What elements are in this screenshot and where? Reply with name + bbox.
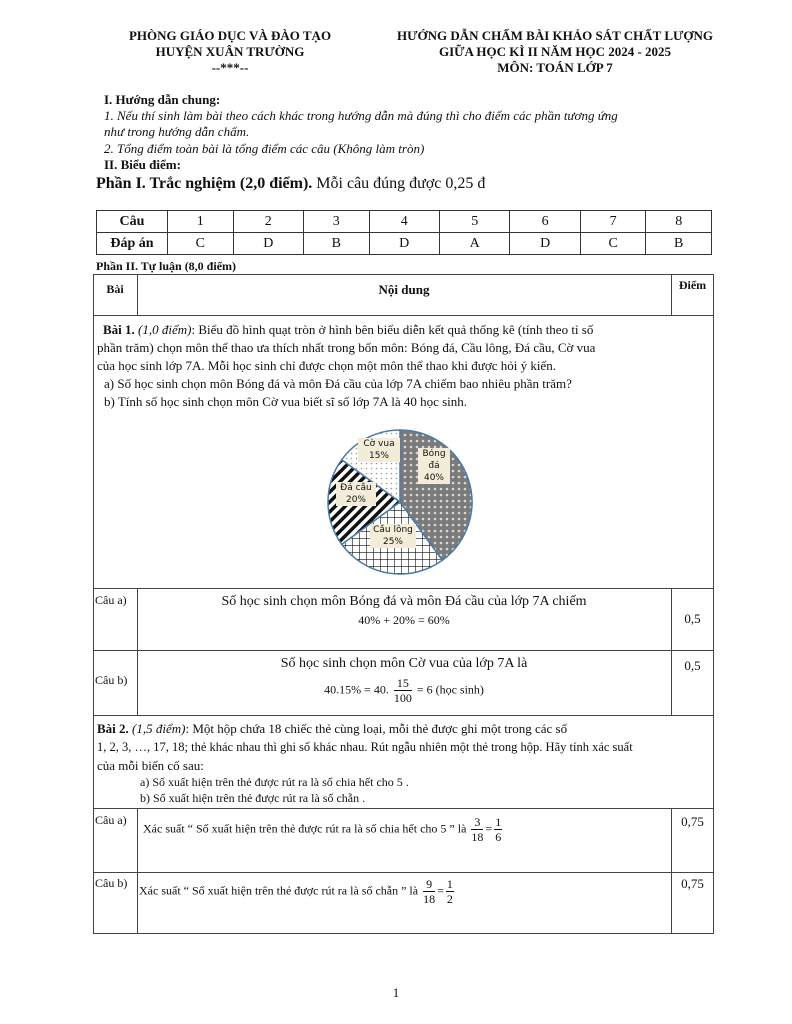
part1-note: Mỗi câu đúng được 0,25 đ	[312, 175, 486, 192]
bai1-b-formula-left: 40.15% = 40.	[324, 682, 389, 697]
bai2-b-answer: Xác suất “ Số xuất hiện trên thẻ được rút ra là số chẵn ” là $\frac{9}{18}$ = $\frac{1}{2}$	[139, 877, 453, 906]
bai2-b-label: Câu b)	[95, 876, 128, 890]
bai1-b-num: 15	[394, 676, 412, 691]
bai2-b-d2: 2	[446, 892, 453, 906]
question-row-label: Câu	[97, 211, 168, 233]
bai1-b-formula	[137, 676, 671, 705]
label-co-vua-text: Cờ vua 15%	[363, 439, 395, 461]
general-item2: 2. Tổng điểm toàn bài là tổng điểm các câu (Không làm tròn)	[104, 141, 425, 156]
bai2-a-text: Xác suất “ Số xuất hiện trên thẻ được rút ra là số chia hết cho 5 ” là	[143, 821, 467, 836]
doc-term: GIỮA HỌC KÌ II NĂM HỌC 2024 - 2025	[438, 44, 672, 59]
bai2-question-a: a) Số xuất hiện trên thẻ được rút ra là số chia hết cho 5 .	[140, 775, 409, 789]
bai2-points: (1,5 điểm)	[132, 721, 186, 736]
doc-title: HƯỚNG DẪN CHẤM BÀI KHẢO SÁT CHẤT LƯỢNG	[397, 28, 713, 43]
question-cell: 4	[369, 211, 439, 233]
label-cau-long-text: Cầu lông 25%	[373, 525, 413, 547]
bai1-line2: phần trăm) chọn môn thể thao ưa thích nhất trong bốn môn: Bóng đá, Cầu lông, Đá cầu, Cờ vua	[97, 340, 596, 355]
bai1-b-label: Câu b)	[95, 673, 128, 687]
bai1-question-b: b) Tính số học sinh chọn môn Cờ vua biết sĩ số lớp 7A là 40 học sinh.	[104, 394, 468, 409]
question-cell: 1	[168, 211, 234, 233]
bai2-label: Bài 2.	[97, 721, 129, 736]
label-da-cau-text: Đá cầu 20%	[340, 483, 372, 505]
question-cell: 6	[510, 211, 580, 233]
bai2-intro	[97, 720, 711, 737]
bai1-label: Bài 1.	[103, 322, 135, 337]
bai2-a-n1: 3	[471, 815, 483, 830]
bai1-points: (1,0 điểm)	[138, 322, 192, 337]
answer-row-label: Đáp án	[97, 233, 168, 255]
part2-title: Phần II. Tự luận (8,0 điểm)	[96, 259, 237, 273]
bai2-b-frac1	[423, 877, 435, 906]
bai2-a-label: Câu a)	[95, 813, 127, 827]
label-da-cau	[336, 482, 376, 506]
header-separator: --***--	[211, 60, 249, 75]
bai1-a-text: Số học sinh chọn môn Bóng đá và môn Đá cầu của lớp 7A chiếm	[221, 594, 587, 609]
bai1-b-den: 100	[393, 691, 412, 705]
bai2-a-frac1	[471, 815, 483, 844]
bai2-line2: 1, 2, 3, …, 17, 18; thẻ khác nhau thì ghi số khác nhau. Rút ngẫu nhiên một thẻ trong hộp. Hãy tính xác suất	[97, 740, 633, 754]
col-content: Nội dung	[378, 282, 430, 297]
answer-cell: C	[168, 233, 234, 255]
part1-title: Phần I. Trắc nghiệm (2,0 điểm).	[96, 175, 313, 192]
bai1-b-fraction	[394, 676, 412, 705]
bai2-a-frac2	[494, 815, 502, 844]
scoring-title: II. Biểu điểm:	[104, 157, 181, 172]
bai1-question-a: a) Số học sinh chọn môn Bóng đá và môn Đá cầu của lớp 7A chiếm bao nhiêu phần trăm?	[104, 376, 572, 391]
label-bong-da-text: Bóng đá 40%	[422, 449, 446, 483]
bai1-intro	[103, 321, 711, 338]
question-row	[97, 211, 712, 233]
doc-subject: MÔN: TOÁN LỚP 7	[497, 60, 613, 75]
bai2-a-answer: Xác suất “ Số xuất hiện trên thẻ được rút ra là số chia hết cho 5 ” là $\frac{3}{18}$ = $\frac{1}{6}$	[143, 815, 502, 844]
bai1-a-label: Câu a)	[95, 593, 127, 607]
answer-cell: B	[646, 233, 712, 255]
part1-heading	[96, 175, 485, 193]
col-score: Điểm	[678, 278, 707, 292]
bai1-line3: của học sinh lớp 7A. Mỗi học sinh chỉ được chọn một môn thể thao khi được hỏi ý kiến.	[97, 358, 556, 373]
bai1-a-score: 0,5	[684, 611, 701, 626]
bai1-a-formula: 40% + 20% = 60%	[358, 613, 450, 627]
bai2-b-frac2	[446, 877, 454, 906]
label-bong-da	[418, 448, 450, 484]
bai2-a-score: 0,75	[681, 814, 704, 829]
bai1-b-formula-right: = 6 (học sinh)	[416, 682, 484, 697]
district-name: HUYỆN XUÂN TRƯỜNG	[155, 44, 305, 59]
bai2-b-d1: 18	[423, 892, 436, 906]
bai1-b-text: Số học sinh chọn môn Cờ vua của lớp 7A là	[280, 656, 528, 671]
bai2-line1: : Một hộp chứa 18 chiếc thẻ cùng loại, mỗi thẻ được ghi một trong các số	[185, 721, 568, 736]
answer-cell: A	[439, 233, 509, 255]
bai2-a-n2: 1	[495, 815, 502, 829]
bai2-a-d2: 6	[495, 830, 502, 844]
answer-cell: D	[369, 233, 439, 255]
answer-cell: D	[510, 233, 580, 255]
answer-row	[97, 233, 712, 255]
dept-name: PHÒNG GIÁO DỤC VÀ ĐÀO TẠO	[128, 28, 332, 43]
bai2-b-text: Xác suất “ Số xuất hiện trên thẻ được rút ra là số chẵn ” là	[139, 883, 419, 898]
col-bai: Bài	[106, 282, 124, 296]
label-cau-long	[370, 524, 416, 548]
question-cell: 8	[646, 211, 712, 233]
bai2-line3: của mỗi biến cố sau:	[97, 758, 204, 773]
bai1-line1: : Biểu đồ hình quạt tròn ở hình bên biểu diễn kết quả thống kê (tính theo tỉ số	[191, 322, 594, 337]
question-cell: 3	[303, 211, 369, 233]
page-number: 1	[392, 985, 400, 1000]
question-cell: 7	[580, 211, 646, 233]
answer-table	[96, 210, 712, 255]
general-item1-b: như trong hướng dẫn chấm.	[104, 124, 250, 139]
answer-cell: B	[303, 233, 369, 255]
bai1-b-score: 0,5	[684, 658, 701, 673]
general-title: I. Hướng dẫn chung:	[104, 92, 221, 107]
question-cell: 2	[233, 211, 303, 233]
bai2-b-score: 0,75	[681, 876, 704, 891]
bai2-b-n1: 9	[423, 877, 435, 892]
bai2-question-b: b) Số xuất hiện trên thẻ được rút ra là số chẵn .	[140, 791, 366, 805]
answer-cell: C	[580, 233, 646, 255]
general-item1-a: 1. Nếu thí sinh làm bài theo cách khác trong hướng dẫn mà đúng thì cho điểm các phần tương ứng	[104, 108, 618, 123]
answer-cell: D	[233, 233, 303, 255]
label-co-vua	[358, 438, 400, 462]
bai2-b-n2: 1	[446, 877, 453, 891]
bai2-a-d1: 18	[471, 830, 484, 844]
question-cell: 5	[439, 211, 509, 233]
